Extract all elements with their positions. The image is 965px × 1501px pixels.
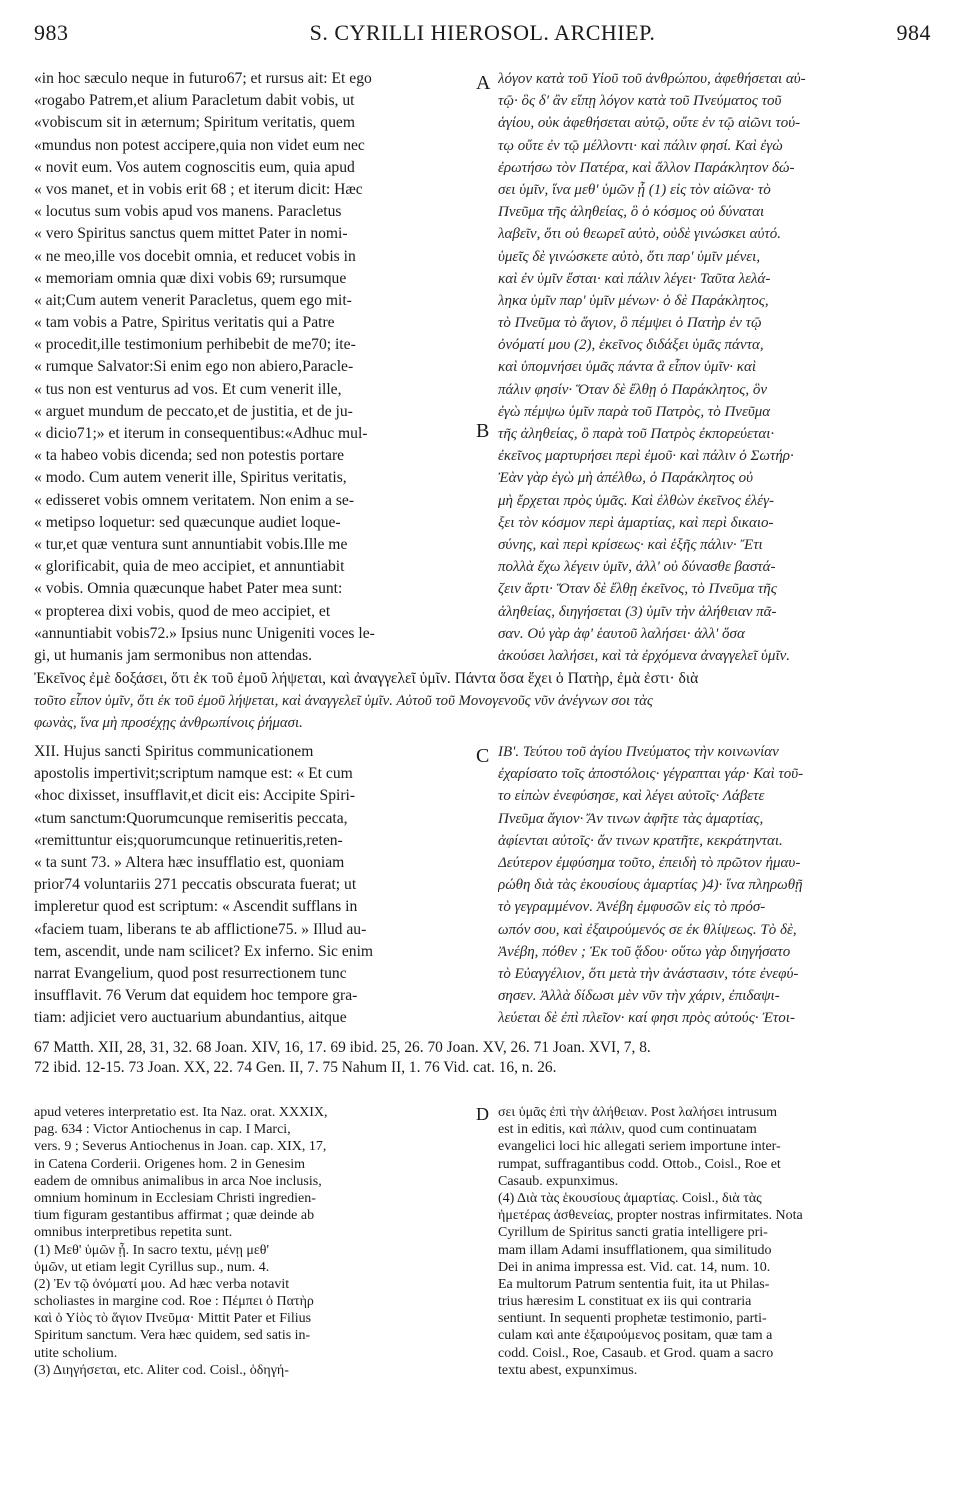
text-line: πάλιν φησίν· Ὅταν δὲ ἔλθῃ ὁ Παράκλητος, ὃν: [498, 381, 767, 398]
text-line: «tum sanctum:Quorumcunque remiseritis peccata,: [34, 809, 348, 827]
text-line: τὸ Πνεῦμα τὸ ἅγιον, ὃ πέμψει ὁ Πατὴρ ἐν τῷ: [498, 315, 762, 332]
text-line: πολλὰ ἔχω λέγειν ὑμῖν, ἀλλ' οὐ δύνασθε βαστά-: [498, 559, 776, 576]
footnote-line: utite scholium.: [34, 1345, 118, 1361]
text-line: Ἀνέβη, πόθεν ; Ἐκ τοῦ ᾅδου· οὕτω γὰρ διηγήσατο: [498, 943, 791, 960]
text-line: ἀκούσει λαλήσει, καὶ τὰ ἐρχόμενα ἀναγγελεῖ ὑμῖν.: [498, 647, 791, 664]
marker-b: B: [476, 420, 490, 442]
text-line: « tur,et quæ ventura sunt annuntiabit vobis.Ille me: [34, 535, 348, 553]
page-number-right: 984: [896, 20, 931, 45]
footnote-line: est in editis, καὶ πάλιν, quod cum continuatam: [498, 1122, 757, 1138]
text-line: ζειν ἄρτι· Ὅταν δὲ ἔλθῃ ἐκεῖνος, τὸ Πνεῦμα τῆς: [498, 581, 777, 598]
text-line: impleretur quod est scriptum: « Ascendit sufflans in: [34, 898, 358, 916]
footnote-line: in Catena Corderii. Origenes hom. 2 in Genesim: [34, 1156, 305, 1172]
text-line: «hoc dixisset, insufflavit,et dicit eis: Accipite Spiri-: [34, 787, 356, 805]
text-line: ὀνόματί μου (2), ἐκεῖνος διδάξει ὑμᾶς πάντα,: [498, 337, 764, 354]
text-line: σησεν. Ἀλλὰ δίδωσι μὲν νῦν τὴν χάριν, ἐπιδαψι-: [498, 988, 780, 1005]
footnote-line: καὶ ὁ Υἱὸς τὸ ἅγιον Πνεῦμα· Mittit Pater et Filius: [34, 1311, 312, 1327]
text-line: « vobis. Omnia quæcunque habet Pater mea sunt:: [34, 580, 343, 598]
page-header: [34, 20, 931, 50]
text-line: φωνὰς, ἵνα μὴ προσέχῃς ἀνθρωπίνοις ῥήμασι.: [34, 715, 303, 732]
text-line: « ta habeo vobis dicenda; sed non potestis portare: [34, 447, 345, 465]
text-line: XII. Hujus sancti Spiritus communicationem: [34, 743, 314, 760]
text-line: λαβεῖν, ὅτι οὐ θεωρεῖ αὐτὸ, οὐδὲ γινώσκει αὐτό.: [498, 226, 782, 243]
text-line: τὸ γεγραμμένον. Ἀνέβη ἐμφυσῶν εἰς τὸ πρόσ-: [498, 899, 766, 916]
text-line: καὶ ἐν ὑμῖν ἔσται· καὶ πάλιν λέγει· Ταῦτα λελά-: [498, 270, 771, 287]
text-line: «remittuntur eis;quorumcunque retinueritis,reten-: [34, 831, 343, 849]
footnote-line: culam καὶ ante ἐξαιρούμενος positam, quæ tam a: [498, 1328, 773, 1344]
text-line: τοῦτο εἶπον ὑμῖν, ὅτι ἐκ τοῦ ἐμοῦ λήψεται, καὶ ἀναγγελεῖ ὑμῖν. Αὐτοῦ τοῦ Μονογενοῦς νῦν ἀνέγνων σοι τὰς: [34, 693, 653, 710]
footnote-line: tium figuram gestantibus affirmat ; quæ deinde ab: [34, 1208, 315, 1224]
text-line: « ta sunt 73. » Altera hæc insufflatio est, quoniam: [34, 853, 345, 871]
footnote-line: rumpat, suffragantibus codd. Ottob., Coisl., Roe et: [498, 1156, 781, 1172]
marker-a: A: [476, 72, 491, 94]
footnote-line: Dei in anima impressa est. Vid. cat. 14, num. 10.: [498, 1259, 771, 1275]
footnote-line: sentiunt. In sequenti prophetæ testimonio, parti-: [498, 1311, 767, 1327]
text-line: Δεύτερον ἐμφύσημα τοῦτο, ἐπειδὴ τὸ πρῶτον ἠμαυ-: [498, 854, 801, 871]
footnote-line: trius hæresim L constituat ex iis qui contraria: [498, 1294, 752, 1310]
text-line: Πνεῦμα ἅγιον· Ἄν τινων ἀφῆτε τὰς ἁμαρτίας,: [498, 810, 764, 827]
footnote-line: codd. Coisl., Roe, Casaub. et Grod. quam a sacro: [498, 1345, 774, 1361]
text-line: « rumque Salvator:Si enim ego non abiero,Paracle-: [34, 358, 354, 376]
text-line: ωπόν σου, καὶ ἐξαιρούμενός σε ἐκ θλίψεως. Τὸ δὲ,: [498, 921, 797, 938]
footnotes-right-column: [498, 1104, 934, 1384]
text-line: ρώθη διὰ τὰς ἑκουσίους ἁμαρτίας )4)· ἵνα πληρωθῇ: [498, 877, 803, 894]
text-line: « ait;Cum autem venerit Paracletus, quem ego mit-: [34, 291, 352, 309]
text-line: « vos manet, et in vobis erit 68 ; et iterum dicit: Hæc: [34, 180, 363, 198]
footnote-line: evangelici loci hic allegati seriem importune inter-: [498, 1139, 781, 1155]
text-line: σύνης, καὶ περὶ κρίσεως· καὶ ἑξῆς πάλιν· Ἔτι: [498, 536, 763, 553]
footnotes-left-column: [34, 1104, 470, 1384]
footnote-line: σει ὑμᾶς ἐπὶ τὴν ἀλήθειαν. Post λαλήσει intrusum: [498, 1105, 778, 1120]
text-line: τῳ οὔτε ἐν τῷ μέλλοντι· καὶ πάλιν φησί. Καὶ ἐγὼ: [498, 137, 783, 154]
section-a-greek-column: [498, 68, 934, 668]
text-line: ΙΒ'. Τεύτου τοῦ ἁγίου Πνεύματος τὴν κοινωνίαν: [498, 744, 779, 760]
text-line: « dicio71;» et iterum in consequentibus:«Adhuc mul-: [34, 425, 368, 442]
text-line: «rogabo Patrem,et alium Paracletum dabit vobis, ut: [34, 92, 355, 110]
text-line: narrat Evangelium, quod post resurrectionem tunc: [34, 964, 347, 982]
page-number-left: 983: [34, 20, 69, 45]
footnote-line: (2) Ἐν τῷ ὀνόματί μου. Ad hæc verba notavit: [34, 1276, 290, 1292]
text-line: « memoriam omnia quæ dixi vobis 69; rursumque: [34, 269, 347, 287]
text-line: τὸ Εὐαγγέλιον, ὅτι μετὰ τὴν ἀνάστασιν, τότε ἐνεφύ-: [498, 965, 799, 982]
text-line: « ne meo,ille vos docebit omnia, et reducet vobis in: [34, 247, 356, 265]
text-line: « vero Spiritus sanctus quem mittet Pater in nomi-: [34, 225, 348, 243]
text-line: « modo. Cum autem venerit ille, Spiritus veritatis,: [34, 469, 347, 487]
text-line: ὑμεῖς δὲ γινώσκετε αὐτὸ, ὅτι παρ' ὑμῖν μένει,: [498, 248, 761, 265]
text-line: «in hoc sæculo neque in futuro67; et rursus ait: Et ego: [34, 70, 372, 87]
text-line: insufflavit. 76 Verum dat equidem hoc tempore gra-: [34, 987, 358, 1005]
footnote-line: eadem de omnibus animalibus in arca Noe inclusis,: [34, 1173, 322, 1189]
scripture-references: [34, 1038, 934, 1080]
text-line: gi, ut humanis jam sermonibus non attendas.: [34, 646, 313, 664]
footnote-line: ὑμῶν, ut etiam legit Cyrillus sup., num. 4.: [34, 1259, 270, 1275]
footnote-line: (1) Μεθ' ὑμῶν ᾖ. In sacro textu, μένῃ μεθ': [34, 1242, 270, 1258]
text-line: ἁγίου, οὐκ ἀφεθήσεται αὐτῷ, οὔτε ἐν τῷ αἰῶνι τού-: [498, 115, 801, 132]
text-line: καὶ ὑπομνήσει ὑμᾶς πάντα ἃ εἶπον ὑμῖν· καὶ: [498, 359, 757, 376]
text-line: « propterea dixi vobis, quod de meo accipiet, et: [34, 602, 331, 620]
text-line: « locutus sum vobis apud vos manens. Paracletus: [34, 203, 342, 221]
text-line: λεύεται δὲ ἐπὶ πλεῖον· καί φησι πρὸς αὐτούς· Ἐτοι-: [498, 1010, 795, 1027]
text-line: τῆς ἀληθείας, ὃ παρὰ τοῦ Πατρὸς ἐκπορεύεται·: [498, 426, 775, 442]
section-a-full-width-lines: [34, 668, 934, 735]
section-c-latin-column: [34, 741, 470, 1030]
section-a-latin-column: [34, 68, 470, 668]
text-line: ἀφίενται αὐτοῖς· ἄν τινων κρατῆτε, κεκράτηνται.: [498, 832, 783, 849]
footnote-line: Casaub. expunximus.: [498, 1173, 619, 1189]
footnote-line: Spiritum sanctum. Vera hæc quidem, sed satis in-: [34, 1328, 311, 1344]
text-line: tiam: adjiciet vero auctuarium abundantius, aitque: [34, 1009, 347, 1027]
text-line: «annuntiabit vobis72.» Ipsius nunc Unigeniti voces le-: [34, 624, 375, 642]
text-line: « edisseret vobis omnem veritatem. Non enim a se-: [34, 491, 355, 509]
footnote-line: ἡμετέρας ἀσθενείας, propter nostras infirmitates. Nota: [498, 1208, 803, 1224]
text-line: «mundus non potest accipere,quia non videt eum nec: [34, 136, 365, 154]
marker-c: C: [476, 745, 490, 767]
footnote-line: pag. 634 : Victor Antiochenus in cap. I Marci,: [34, 1122, 291, 1138]
footnote-line: (4) Διὰ τὰς ἑκουσίους ἁμαρτίας. Coisl., διὰ τὰς: [498, 1190, 762, 1206]
text-line: ἐκεῖνος μαρτυρήσει περὶ ἐμοῦ· καὶ πάλιν ὁ Σωτήρ·: [498, 448, 794, 465]
text-line: Ἐκεῖνος ἐμὲ δοξάσει, ὅτι ἐκ τοῦ ἐμοῦ λήψεται, καὶ ἀναγγελεῖ ὑμῖν. Πάντα ὅσα ἔχει ὁ Πατὴρ, ἐμὰ ἐστι· διὰ: [34, 670, 699, 687]
footnote-line: omnibus interpretibus repetita sunt.: [34, 1225, 233, 1241]
text-line: « arguet mundum de peccato,et de justitia, et de ju-: [34, 402, 353, 420]
footnote-line: (3) Διηγήσεται, etc. Aliter cod. Coisl., ὁδηγή-: [34, 1362, 289, 1378]
text-line: ἐρωτήσω τὸν Πατέρα, καὶ ἄλλον Παράκλητον δώ-: [498, 159, 795, 176]
reference-line: 72 ibid. 12-15. 73 Joan. XX, 22. 74 Gen. II, 7. 75 Nahum II, 1. 76 Vid. cat. 16, n. 26.: [34, 1059, 557, 1076]
text-line: «faciem tuam, liberans te ab afflictione75. » Illud au-: [34, 920, 367, 938]
text-line: « tus non est venturus ad vos. Et cum venerit ille,: [34, 380, 342, 398]
text-line: « tam vobis a Patre, Spiritus veritatis qui a Patre: [34, 314, 335, 332]
text-line: tem, ascendit, unde nam scilicet? Ex inferno. Sic enim: [34, 942, 374, 960]
text-line: Ἐὰν γὰρ ἐγὼ μὴ ἀπέλθω, ὁ Παράκλητος οὐ: [498, 470, 754, 487]
text-line: « glorificabit, quia de meo accipiet, et annuntiabit: [34, 558, 345, 576]
text-line: prior74 voluntariis 271 peccatis obscurata fuerat; ut: [34, 876, 357, 894]
text-line: « metipso loquetur: sed quæcunque audiet loque-: [34, 513, 341, 531]
footnote-line: Cyrillum de Spiritus sancti gratia intelligere pri-: [498, 1225, 768, 1241]
text-line: ἐγὼ πέμψω ὑμῖν παρὰ τοῦ Πατρὸς, τὸ Πνεῦμα: [498, 403, 771, 420]
text-line: « procedit,ille testimonium perhibebit de me70; ite-: [34, 336, 356, 354]
text-line: λόγον κατὰ τοῦ Υἱοῦ τοῦ ἀνθρώπου, ἀφεθήσεται αὐ-: [498, 71, 806, 87]
marker-d: D: [476, 1104, 489, 1124]
text-line: Πνεῦμα τῆς ἀληθείας, ὃ ὁ κόσμος οὐ δύναται: [498, 204, 765, 221]
footnote-line: scholiastes in margine cod. Roe : Πέμπει ὁ Πατὴρ: [34, 1294, 314, 1310]
running-title: S. CYRILLI HIEROSOL. ARCHIEP.: [309, 20, 656, 45]
text-line: ληκα ὑμῖν παρ' ὑμῖν μένων· ὁ δὲ Παράκλητος,: [498, 292, 769, 309]
footnote-line: omnium hominum in Ecclesiam Christi ingredien-: [34, 1190, 316, 1206]
text-line: apostolis impertivit;scriptum namque est: « Et cum: [34, 765, 353, 783]
footnote-line: Ea multorum Patrum sententia fuit, ita ut Philas-: [498, 1276, 770, 1292]
text-line: ἐχαρίσατο τοῖς ἀποστόλοις· γέγραπται γάρ· Καὶ τοῦ-: [498, 766, 804, 783]
section-c-greek-column: [498, 741, 934, 1030]
text-line: ἀληθείας, διηγήσεται (3) ὑμῖν τὴν ἀλήθειαν πᾶ-: [498, 603, 777, 620]
text-line: σει ὑμῖν, ἵνα μεθ' ὑμῶν ᾖ (1) εἰς τὸν αἰῶνα· τὸ: [498, 181, 771, 198]
footnote-line: apud veteres interpretatio est. Ita Naz. orat. XXXIX,: [34, 1105, 328, 1120]
text-line: σαν. Οὐ γὰρ ἀφ' ἑαυτοῦ λαλήσει· ἀλλ' ὅσα: [498, 625, 745, 642]
footnote-line: vers. 9 ; Severus Antiochenus in Joan. cap. XIX, 17,: [34, 1139, 327, 1155]
text-line: το εἰπὼν ἐνεφύσησε, καὶ λέγει αὐτοῖς· Λάβετε: [498, 788, 765, 805]
text-line: ξει τὸν κόσμον περὶ ἁμαρτίας, καὶ περὶ δικαιο-: [498, 514, 774, 531]
text-line: μὴ ἔρχεται πρὸς ὑμᾶς. Καὶ ἐλθὼν ἐκεῖνος ἐλέγ-: [498, 492, 774, 509]
reference-line: 67 Matth. XII, 28, 31, 32. 68 Joan. XIV, 16, 17. 69 ibid. 25, 26. 70 Joan. XV, 26. 71 Joan. XVI, 7, 8.: [34, 1039, 651, 1056]
text-line: τῷ· ὃς δ' ἂν εἴπῃ λόγον κατὰ τοῦ Πνεύματος τοῦ: [498, 93, 782, 110]
text-line: «vobiscum sit in æternum; Spiritum veritatis, quem: [34, 114, 355, 132]
footnote-line: mam illam Adami insufflationem, qua similitudo: [498, 1242, 772, 1258]
text-line: « novit eum. Vos autem cognoscitis eum, quia apud: [34, 158, 355, 176]
footnote-line: textu abest, expunximus.: [498, 1362, 638, 1378]
